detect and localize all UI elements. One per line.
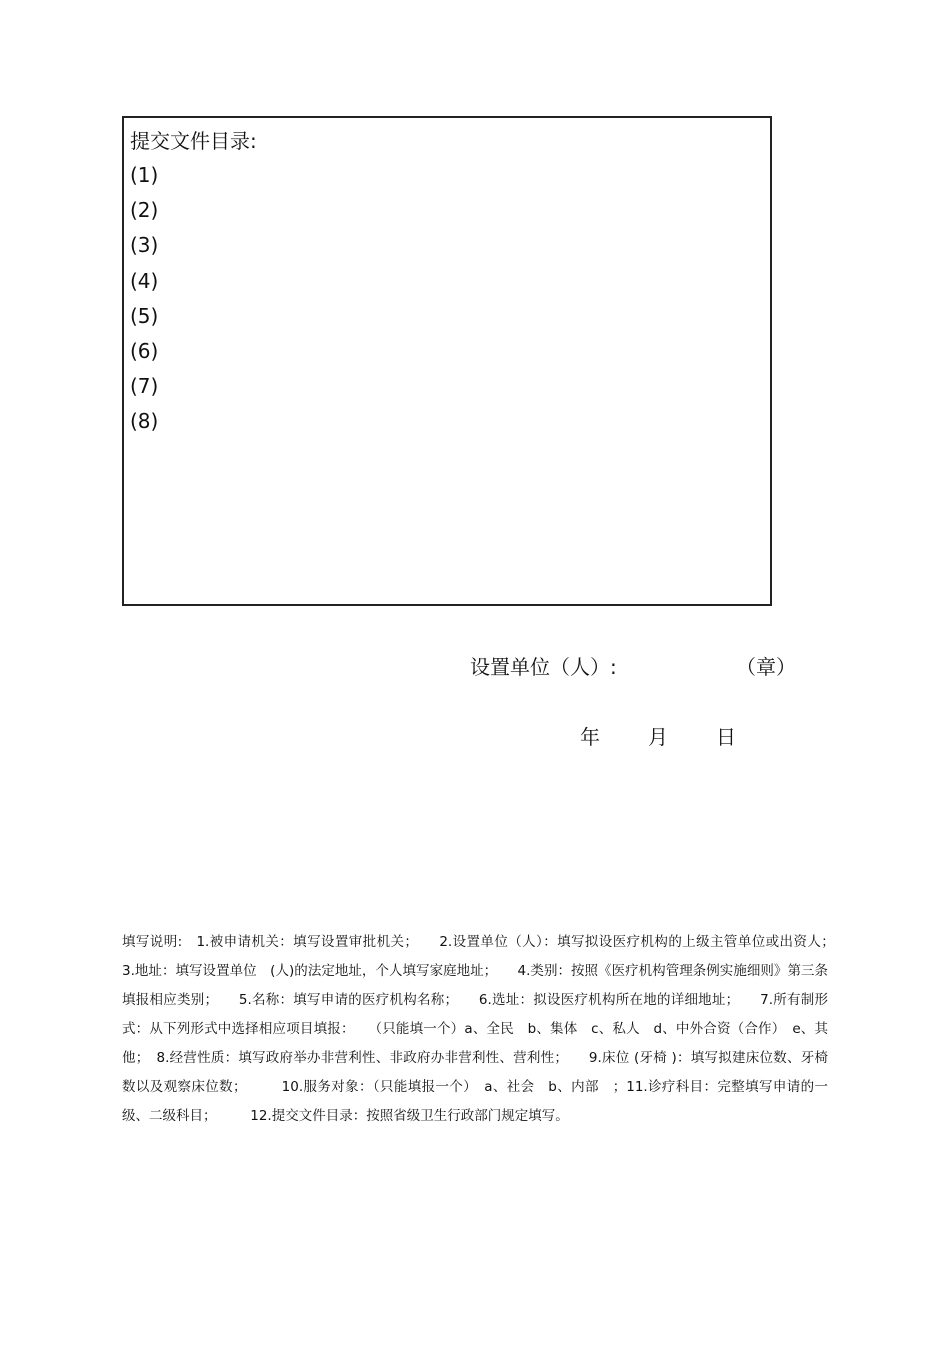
document-item: (6) xyxy=(130,338,159,363)
setting-unit-label: 设置单位（人）: xyxy=(470,655,617,679)
year-label: 年 xyxy=(580,725,600,749)
document-item: (5) xyxy=(130,303,159,328)
document-item: (7) xyxy=(130,374,159,399)
month-label: 月 xyxy=(648,725,668,749)
document-item: (3) xyxy=(130,233,159,258)
filling-instructions: 填写说明: 1.被申请机关：填写设置审批机关； 2.设置单位（人）：填写拟设医疗机构的上级主管单位或出资人； 3.地址：填写设置单位 (人)的法定地址，个人填写家庭地址； 4.类别：按照《医疗机构管理条例实施细则》第三条填报相应类别； 5.名称：填写申请的医疗机构名称； 6.选址：拟设医疗机构所在地的详细地址； 7.所有制形式：从下列形式中选择相应项目填报： （只能填一个）a、全民 b、集体 c、私人 d、中外合资（合作） e、其他； 8.经营性质：填写政府举办非营利性、非政府办非营利性、营利性； 9.床位 (牙椅 )：填写拟建床位数、牙椅数以及观察床位数； 10.服务对象：（只能填报一个） a、社会 b、内部 ；11.诊疗科目：完整填写申请的一级、二级科目； 12.提交文件目录：按照省级卫生行政部门规定填写。 xyxy=(122,934,842,1124)
box-title: 提交文件目录: xyxy=(130,129,257,153)
document-item: (1) xyxy=(130,163,159,187)
document-item-list xyxy=(130,158,770,440)
day-label: 日 xyxy=(716,725,736,749)
document-item: (4) xyxy=(130,268,159,293)
document-item: (8) xyxy=(130,409,159,434)
submitted-documents-box xyxy=(122,116,772,606)
date-line xyxy=(580,722,736,752)
document-item: (2) xyxy=(130,198,159,223)
seal-label: （章） xyxy=(736,655,796,679)
